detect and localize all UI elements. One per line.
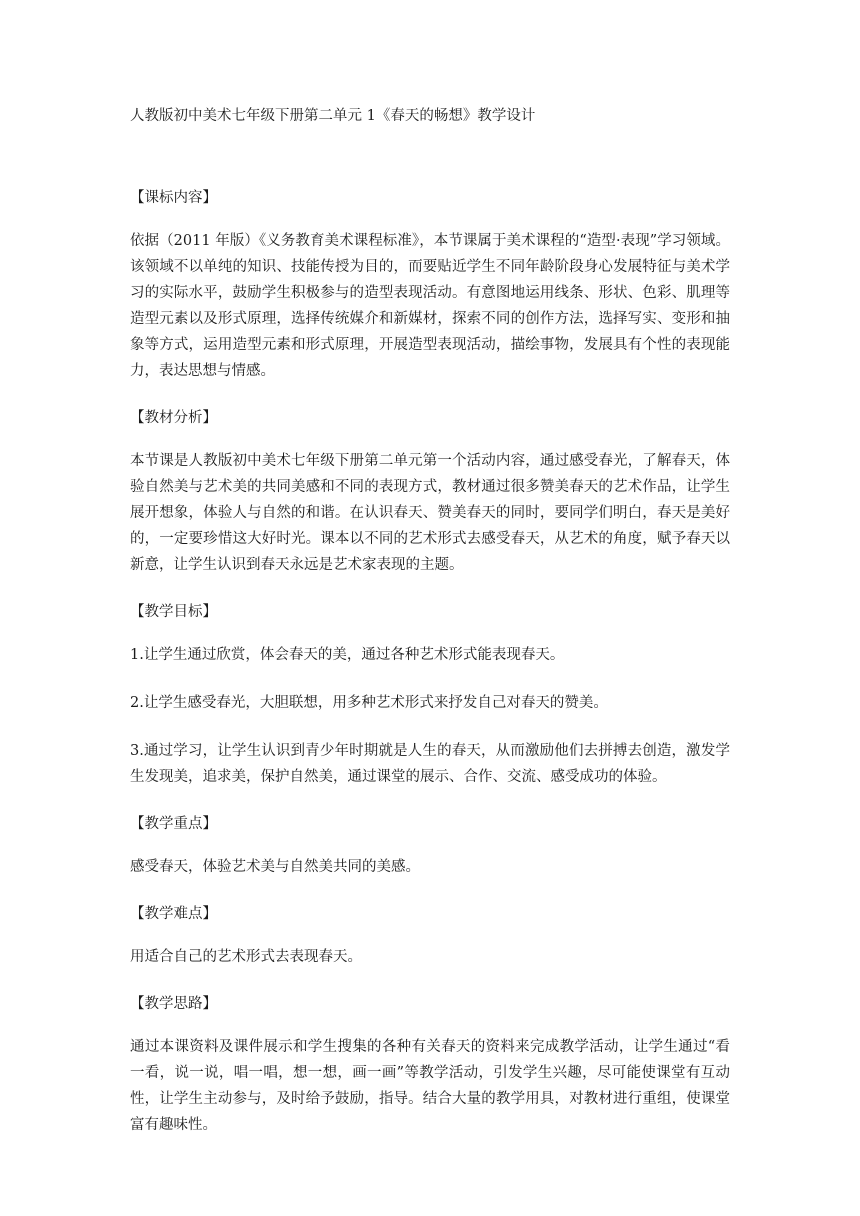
section-textbook-analysis (130, 406, 730, 578)
section-key-points (130, 812, 730, 880)
section-teaching-goals (130, 600, 730, 790)
section-heading: 【教学难点】 (130, 906, 217, 922)
goal-item: 2.让学生感受春光，大胆联想，用多种艺术形式来抒发自己对春天的赞美。 (130, 695, 608, 711)
section-heading: 【教学目标】 (130, 604, 217, 620)
section-curriculum-standard (130, 186, 730, 384)
section-paragraph: 本节课是人教版初中美术七年级下册第二单元第一个活动内容，通过感受春光，了解春天，体验自然美与艺术美的共同美感和不同的表现方式，教材通过很多赞美春天的艺术作品，让学生展开想象，体验人与自然的和谐。在认识春天、赞美春天的同时，要同学们明白，春天是美好的，一定要珍惜这大好时光。课本以不同的艺术形式去感受春天，从艺术的角度，赋予春天以新意，让学生认识到春天永远是艺术家表现的主题。 (130, 453, 730, 573)
section-paragraph: 感受春天，体验艺术美与自然美共同的美感。 (130, 859, 420, 875)
section-heading: 【教材分析】 (130, 410, 217, 426)
section-paragraph: 通过本课资料及课件展示和学生搜集的各种有关春天的资料来完成教学活动，让学生通过“看一看，说一说，唱一唱，想一想，画一画”等教学活动，引发学生兴趣，尽可能使课堂有互动性，让学生主动参与，及时给予鼓励，指导。结合大量的教学用具，对教材进行重组，使课堂富有趣味性。 (130, 1039, 730, 1133)
section-paragraph: 依据（2011 年版）《义务教育美术课程标准》，本节课属于美术课程的“造型·表现”学习领域。该领域不以单纯的知识、技能传授为目的，而要贴近学生不同年龄阶段身心发展特征与美术学习的实际水平，鼓励学生积极参与的造型表现活动。有意图地运用线条、形状、色彩、肌理等造型元素以及形式原理，选择传统媒介和新媒材，探索不同的创作方法，选择写实、变形和抽象等方式，运用造型元素和形式原理，开展造型表现活动，描绘事物，发展具有个性的表现能力，表达思想与情感。 (130, 233, 730, 379)
section-heading: 【课标内容】 (130, 190, 217, 206)
document-title: 人教版初中美术七年级下册第二单元 1《春天的畅想》教学设计 (130, 108, 536, 124)
document-page (130, 104, 730, 1160)
goal-item: 1.让学生通过欣赏，体会春天的美，通过各种艺术形式能表现春天。 (130, 647, 565, 663)
section-teaching-approach (130, 992, 730, 1138)
section-heading: 【教学思路】 (130, 996, 217, 1012)
section-heading: 【教学重点】 (130, 816, 217, 832)
section-paragraph: 用适合自己的艺术形式去表现春天。 (130, 949, 362, 965)
section-difficulties (130, 902, 730, 970)
goal-item: 3.通过学习，让学生认识到青少年时期就是人生的春天，从而激励他们去拼搏去创造，激发学生发现美，追求美，保护自然美，通过课堂的展示、合作、交流、感受成功的体验。 (130, 743, 730, 785)
